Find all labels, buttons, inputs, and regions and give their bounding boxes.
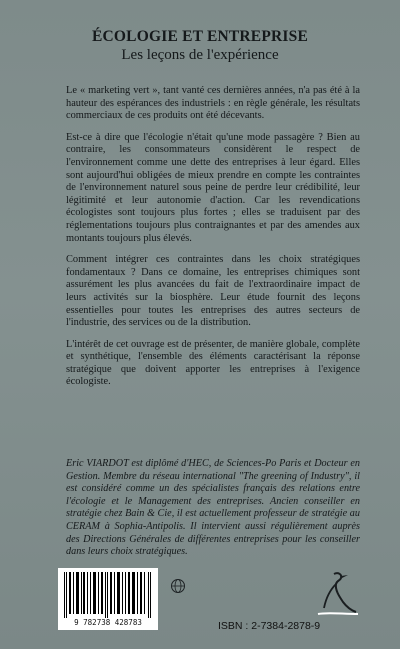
author-bio: Eric VIARDOT est diplômé d'HEC, de Sciences-Po Paris et Docteur en Gestion. Membre du réseau international "The greening of Industry", il est considéré comme un des spécialistes français des relations entre l'écologie et le Management des entreprises. Ancien conseiller en stratégie chez Bain & Cie, il est actuellement professeur de stratégie au CERAM à Sophia-Antipolis. Il intervient aussi régulièrement auprès des Directions Générales de différentes entreprises pour les conseiller dans leurs choix stratégiques. (66, 458, 360, 558)
book-title: ÉCOLOGIE ET ENTREPRISE (91, 28, 308, 45)
book-subtitle: Les leçons de l'expérience (121, 47, 279, 63)
blurb-paragraph: L'intérêt de cet ouvrage est de présenter, de manière globale, complète et synthétique, l'ensemble des éléments caractérisant la réponse stratégique que doivent apporter les entreprises à l'exigence écologiste. (66, 338, 360, 388)
barcode (58, 568, 158, 630)
isbn-text: ISBN : 2-7384-2878-9 (218, 620, 321, 632)
barcode-icon (64, 572, 152, 618)
blurb-paragraph: Le « marketing vert », tant vanté ces dernières années, n'a pas été à la hauteur des espérances des industriels : en règle générale, les résultats commerciaux de ces produits ont été décevants. (66, 85, 360, 122)
bird-logo-icon (312, 568, 362, 625)
barcode-number: 9 782738 428783 (74, 618, 142, 627)
blurb-text (66, 85, 360, 398)
blurb-paragraph: Est-ce à dire que l'écologie n'était qu'une mode passagère ? Bien au contraire, les consommateurs considèrent le respect de l'environnement comme une dette des entreprises à leur égard. Elles sont aujourd'hui obligées de mieux prendre en compte les contraintes de l'environnement naturel sous peine de perdre leur crédibilité, leur légitimité et leur autonomie d'action. Car les revendications écologistes sont toujours plus fortes ; elles se traduisent par des réglementations toujours plus contraignantes et par des amendes aux montants toujours plus élevés. (66, 131, 360, 244)
globe-icon (170, 578, 186, 599)
blurb-paragraph: Comment intégrer ces contraintes dans les choix stratégiques fondamentaux ? Dans ce domaine, les entreprises chimiques sont assurément les plus avancées du fait de l'extraordinaire impact de leurs activités sur la biosphère. Leur étude fournit des leçons essentielles pour toutes les entreprises des autres secteurs de l'industrie, des services ou de la distribution. (66, 254, 360, 329)
